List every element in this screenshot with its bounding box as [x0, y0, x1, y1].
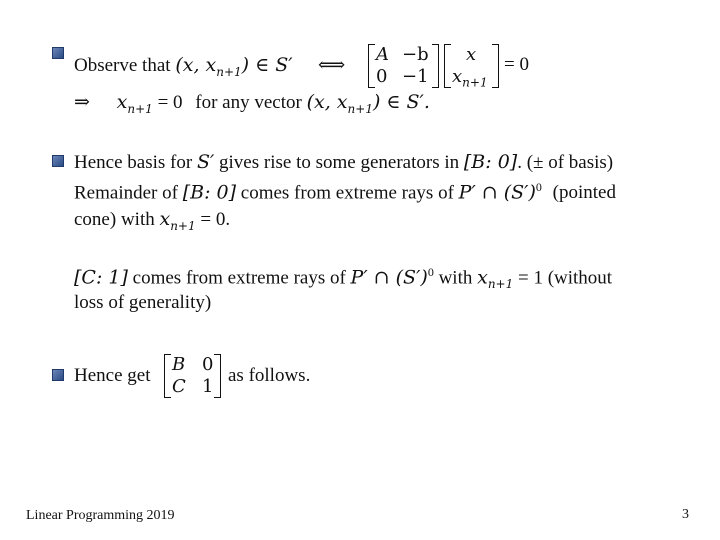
remainder-line	[74, 180, 616, 204]
hence-get-text: Hence get	[74, 365, 151, 386]
tuple-start: (x, x	[175, 54, 217, 76]
var-sub: n+1	[127, 101, 153, 116]
bullet-2	[52, 155, 64, 167]
generators-text: gives rise to some generators in	[219, 152, 460, 173]
tuple2-start: (x, x	[306, 91, 348, 113]
cone-text: cone) with	[74, 209, 155, 230]
matrix-a	[368, 44, 440, 88]
vector-x	[444, 44, 500, 88]
matrix-a-cell: A	[376, 44, 389, 65]
as-follows-text: as follows.	[228, 365, 311, 386]
basis-text: Hence basis for	[74, 152, 193, 173]
iff-text: ⟺	[318, 55, 346, 76]
matrix-bc-right-bracket	[214, 354, 221, 398]
for-any-vector-text: for any vector	[195, 92, 302, 113]
extreme-rays-text: comes from extreme rays of	[240, 182, 454, 204]
matrix-bc-left-bracket	[164, 354, 171, 398]
basis-end: . (± of basis)	[517, 152, 614, 173]
cone-var: x	[159, 208, 171, 230]
hence-get-line	[74, 365, 150, 387]
implies-arrow: ⇒	[74, 92, 90, 113]
cone-eq: = 0.	[195, 209, 231, 230]
bullet-4	[52, 369, 64, 381]
equals-zero-text: = 0	[504, 54, 529, 75]
tuple2-end: ) ∈ S′.	[372, 91, 430, 113]
matrix-bc-cell: 1	[202, 376, 214, 397]
s-prime: S′	[196, 151, 215, 173]
matrix-a-cell: −1	[402, 66, 429, 87]
b-zero: [B: 0]	[463, 151, 518, 173]
matrix-a-left-bracket	[368, 44, 375, 88]
observe-text: Observe that	[74, 55, 171, 76]
matrix-a-right-bracket	[432, 44, 439, 88]
remainder-text: Remainder of	[74, 182, 178, 204]
loss-line	[74, 292, 211, 314]
p-intersect-sup: 0	[535, 180, 542, 194]
c1-line	[74, 265, 612, 291]
cone-sub: n+1	[170, 218, 196, 233]
matrix-bc-cell: 0	[202, 354, 214, 375]
iff-symbol	[318, 54, 345, 77]
matrix-bc	[164, 354, 222, 398]
c1-var: x	[477, 266, 488, 289]
tuple-end: ) ∈ S′	[241, 54, 293, 76]
implies-line	[74, 91, 430, 116]
c1-text: comes from extreme rays of	[132, 267, 346, 289]
c1-sub: n+1	[487, 277, 514, 292]
vector-left-bracket	[444, 44, 451, 88]
var-x: x	[116, 91, 128, 113]
b-zero-2: [B: 0]	[182, 181, 237, 204]
page-number: 3	[682, 507, 689, 522]
vector-cell: x	[466, 44, 477, 65]
vector-cell: $x_{n+1}$	[452, 66, 488, 90]
p-intersect-2: P′ ∩ (S′)	[350, 266, 428, 289]
cone-line	[74, 208, 230, 233]
bullet-1	[52, 47, 64, 59]
c1-eq: = 1 (without	[513, 267, 613, 289]
matrix-a-cell: −b	[402, 44, 429, 65]
observe-line	[74, 54, 293, 79]
p-intersect: P′ ∩ (S′)	[458, 181, 536, 204]
basis-line	[74, 151, 613, 174]
vector-right-bracket	[492, 44, 499, 88]
p-intersect-2-sup: 0	[427, 265, 434, 279]
matrix-bc-cell: B	[172, 354, 186, 375]
pointed-text: (pointed	[552, 182, 616, 204]
matrix-a-cell: 0	[376, 66, 388, 87]
equals-zero	[504, 54, 529, 76]
loss-text: loss of generality)	[74, 292, 212, 313]
with-text: with	[438, 267, 473, 289]
matrix-bc-cell: C	[172, 376, 186, 397]
as-follows	[228, 365, 310, 387]
footer-title: Linear Programming 2019	[26, 508, 175, 523]
tuple2-sub: n+1	[347, 101, 373, 116]
var-eq: = 0	[152, 92, 183, 113]
c-one: [C: 1]	[74, 266, 128, 289]
tuple-sub: n+1	[216, 64, 242, 79]
